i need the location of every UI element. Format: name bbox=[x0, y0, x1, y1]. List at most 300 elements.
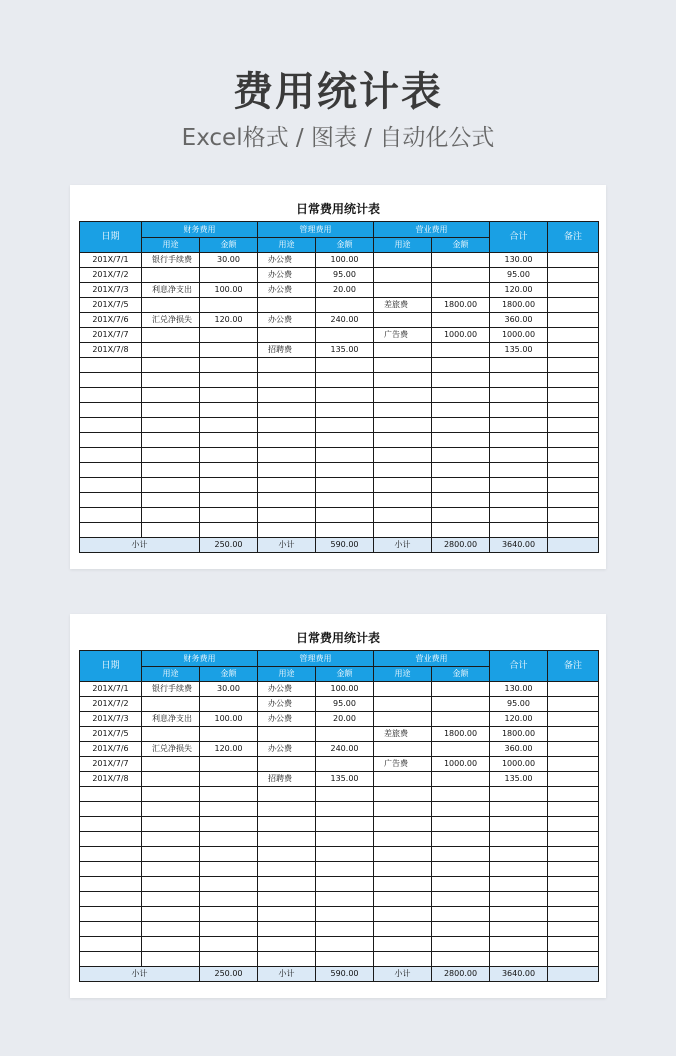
empty-cell[interactable] bbox=[142, 922, 200, 937]
sales-purpose-cell[interactable] bbox=[374, 313, 432, 328]
empty-cell[interactable] bbox=[80, 493, 142, 508]
management-purpose-cell[interactable]: 办公费 bbox=[258, 712, 316, 727]
empty-cell[interactable] bbox=[374, 493, 432, 508]
empty-cell[interactable] bbox=[258, 787, 316, 802]
sales-amount-cell[interactable] bbox=[432, 283, 490, 298]
remark-cell[interactable] bbox=[548, 343, 599, 358]
empty-cell[interactable] bbox=[548, 478, 599, 493]
sales-purpose-cell[interactable] bbox=[374, 697, 432, 712]
empty-cell[interactable] bbox=[374, 817, 432, 832]
empty-cell[interactable] bbox=[432, 877, 490, 892]
management-purpose-cell[interactable] bbox=[258, 757, 316, 772]
sales-purpose-cell[interactable] bbox=[374, 283, 432, 298]
finance-purpose-cell[interactable]: 汇兑净损失 bbox=[142, 313, 200, 328]
finance-subtotal[interactable]: 250.00 bbox=[200, 967, 258, 982]
finance-purpose-cell[interactable] bbox=[142, 727, 200, 742]
empty-cell[interactable] bbox=[316, 937, 374, 952]
empty-cell[interactable] bbox=[374, 433, 432, 448]
empty-cell[interactable] bbox=[490, 907, 548, 922]
empty-cell[interactable] bbox=[432, 787, 490, 802]
empty-cell[interactable] bbox=[200, 952, 258, 967]
empty-cell[interactable] bbox=[258, 922, 316, 937]
empty-cell[interactable] bbox=[432, 373, 490, 388]
empty-cell[interactable] bbox=[316, 952, 374, 967]
date-cell[interactable]: 201X/7/8 bbox=[80, 772, 142, 787]
empty-cell[interactable] bbox=[142, 358, 200, 373]
total-cell[interactable]: 1000.00 bbox=[490, 757, 548, 772]
empty-cell[interactable] bbox=[142, 418, 200, 433]
empty-cell[interactable] bbox=[316, 817, 374, 832]
empty-cell[interactable] bbox=[316, 892, 374, 907]
finance-purpose-cell[interactable]: 银行手续费 bbox=[142, 253, 200, 268]
empty-cell[interactable] bbox=[200, 862, 258, 877]
date-cell[interactable]: 201X/7/6 bbox=[80, 742, 142, 757]
grand-total[interactable]: 3640.00 bbox=[490, 967, 548, 982]
empty-cell[interactable] bbox=[80, 358, 142, 373]
empty-cell[interactable] bbox=[490, 937, 548, 952]
empty-cell[interactable] bbox=[374, 478, 432, 493]
empty-cell[interactable] bbox=[374, 523, 432, 538]
empty-cell[interactable] bbox=[142, 448, 200, 463]
sales-amount-cell[interactable]: 1800.00 bbox=[432, 727, 490, 742]
empty-cell[interactable] bbox=[80, 418, 142, 433]
empty-cell[interactable] bbox=[142, 388, 200, 403]
empty-cell[interactable] bbox=[548, 877, 599, 892]
sales-amount-cell[interactable] bbox=[432, 742, 490, 757]
empty-cell[interactable] bbox=[374, 832, 432, 847]
management-purpose-cell[interactable]: 办公费 bbox=[258, 313, 316, 328]
empty-cell[interactable] bbox=[316, 877, 374, 892]
empty-cell[interactable] bbox=[432, 508, 490, 523]
empty-cell[interactable] bbox=[548, 523, 599, 538]
empty-cell[interactable] bbox=[80, 817, 142, 832]
finance-amount-cell[interactable] bbox=[200, 328, 258, 343]
total-cell[interactable]: 130.00 bbox=[490, 253, 548, 268]
empty-cell[interactable] bbox=[432, 922, 490, 937]
empty-cell[interactable] bbox=[432, 388, 490, 403]
finance-amount-cell[interactable] bbox=[200, 268, 258, 283]
empty-cell[interactable] bbox=[316, 493, 374, 508]
empty-cell[interactable] bbox=[258, 832, 316, 847]
management-amount-cell[interactable]: 135.00 bbox=[316, 343, 374, 358]
total-cell[interactable]: 120.00 bbox=[490, 712, 548, 727]
empty-cell[interactable] bbox=[200, 802, 258, 817]
empty-cell[interactable] bbox=[200, 787, 258, 802]
management-amount-cell[interactable]: 95.00 bbox=[316, 268, 374, 283]
empty-cell[interactable] bbox=[316, 787, 374, 802]
empty-cell[interactable] bbox=[374, 877, 432, 892]
sales-amount-cell[interactable] bbox=[432, 697, 490, 712]
date-cell[interactable]: 201X/7/1 bbox=[80, 253, 142, 268]
empty-cell[interactable] bbox=[490, 358, 548, 373]
empty-cell[interactable] bbox=[200, 478, 258, 493]
empty-cell[interactable] bbox=[490, 787, 548, 802]
date-cell[interactable]: 201X/7/2 bbox=[80, 697, 142, 712]
management-amount-cell[interactable] bbox=[316, 757, 374, 772]
empty-cell[interactable] bbox=[548, 403, 599, 418]
empty-cell[interactable] bbox=[142, 832, 200, 847]
management-subtotal[interactable]: 590.00 bbox=[316, 967, 374, 982]
sales-amount-cell[interactable]: 1000.00 bbox=[432, 328, 490, 343]
empty-cell[interactable] bbox=[80, 508, 142, 523]
sales-amount-cell[interactable] bbox=[432, 253, 490, 268]
empty-cell[interactable] bbox=[432, 832, 490, 847]
empty-cell[interactable] bbox=[548, 817, 599, 832]
date-cell[interactable]: 201X/7/7 bbox=[80, 328, 142, 343]
empty-cell[interactable] bbox=[490, 847, 548, 862]
finance-purpose-cell[interactable] bbox=[142, 772, 200, 787]
empty-cell[interactable] bbox=[548, 433, 599, 448]
finance-amount-cell[interactable]: 30.00 bbox=[200, 253, 258, 268]
empty-cell[interactable] bbox=[80, 403, 142, 418]
empty-cell[interactable] bbox=[490, 418, 548, 433]
empty-cell[interactable] bbox=[200, 847, 258, 862]
empty-cell[interactable] bbox=[200, 937, 258, 952]
total-cell[interactable]: 130.00 bbox=[490, 682, 548, 697]
empty-cell[interactable] bbox=[200, 907, 258, 922]
finance-purpose-cell[interactable]: 利息净支出 bbox=[142, 712, 200, 727]
total-cell[interactable]: 1000.00 bbox=[490, 328, 548, 343]
date-cell[interactable]: 201X/7/7 bbox=[80, 757, 142, 772]
empty-cell[interactable] bbox=[316, 388, 374, 403]
date-cell[interactable]: 201X/7/3 bbox=[80, 712, 142, 727]
empty-cell[interactable] bbox=[258, 403, 316, 418]
empty-cell[interactable] bbox=[548, 463, 599, 478]
empty-cell[interactable] bbox=[142, 802, 200, 817]
empty-cell[interactable] bbox=[374, 937, 432, 952]
remark-cell[interactable] bbox=[548, 697, 599, 712]
empty-cell[interactable] bbox=[142, 892, 200, 907]
empty-cell[interactable] bbox=[374, 403, 432, 418]
empty-cell[interactable] bbox=[80, 433, 142, 448]
empty-cell[interactable] bbox=[200, 388, 258, 403]
total-cell[interactable]: 120.00 bbox=[490, 283, 548, 298]
empty-cell[interactable] bbox=[374, 907, 432, 922]
empty-cell[interactable] bbox=[200, 922, 258, 937]
empty-cell[interactable] bbox=[80, 907, 142, 922]
management-amount-cell[interactable] bbox=[316, 328, 374, 343]
total-cell[interactable]: 1800.00 bbox=[490, 727, 548, 742]
empty-cell[interactable] bbox=[432, 448, 490, 463]
total-cell[interactable]: 360.00 bbox=[490, 742, 548, 757]
remark-cell[interactable] bbox=[548, 712, 599, 727]
sales-purpose-cell[interactable]: 广告费 bbox=[374, 328, 432, 343]
management-amount-cell[interactable]: 135.00 bbox=[316, 772, 374, 787]
sales-purpose-cell[interactable] bbox=[374, 772, 432, 787]
empty-cell[interactable] bbox=[490, 832, 548, 847]
empty-cell[interactable] bbox=[200, 463, 258, 478]
management-purpose-cell[interactable]: 招聘费 bbox=[258, 772, 316, 787]
empty-cell[interactable] bbox=[200, 373, 258, 388]
empty-cell[interactable] bbox=[432, 478, 490, 493]
date-cell[interactable]: 201X/7/1 bbox=[80, 682, 142, 697]
empty-cell[interactable] bbox=[316, 508, 374, 523]
finance-amount-cell[interactable]: 30.00 bbox=[200, 682, 258, 697]
empty-cell[interactable] bbox=[490, 922, 548, 937]
empty-cell[interactable] bbox=[548, 832, 599, 847]
empty-cell[interactable] bbox=[258, 802, 316, 817]
empty-cell[interactable] bbox=[258, 373, 316, 388]
empty-cell[interactable] bbox=[142, 493, 200, 508]
empty-cell[interactable] bbox=[432, 952, 490, 967]
empty-cell[interactable] bbox=[258, 937, 316, 952]
sales-purpose-cell[interactable] bbox=[374, 682, 432, 697]
empty-cell[interactable] bbox=[258, 388, 316, 403]
empty-cell[interactable] bbox=[490, 448, 548, 463]
date-cell[interactable]: 201X/7/5 bbox=[80, 727, 142, 742]
management-amount-cell[interactable]: 240.00 bbox=[316, 742, 374, 757]
empty-cell[interactable] bbox=[316, 418, 374, 433]
empty-cell[interactable] bbox=[432, 403, 490, 418]
empty-cell[interactable] bbox=[258, 523, 316, 538]
empty-cell[interactable] bbox=[142, 478, 200, 493]
sales-amount-cell[interactable] bbox=[432, 268, 490, 283]
management-purpose-cell[interactable] bbox=[258, 298, 316, 313]
finance-purpose-cell[interactable] bbox=[142, 343, 200, 358]
sales-amount-cell[interactable] bbox=[432, 682, 490, 697]
finance-amount-cell[interactable]: 120.00 bbox=[200, 742, 258, 757]
empty-cell[interactable] bbox=[80, 787, 142, 802]
sales-purpose-cell[interactable] bbox=[374, 268, 432, 283]
empty-cell[interactable] bbox=[200, 418, 258, 433]
empty-cell[interactable] bbox=[548, 907, 599, 922]
empty-cell[interactable] bbox=[80, 862, 142, 877]
management-purpose-cell[interactable]: 办公费 bbox=[258, 742, 316, 757]
empty-cell[interactable] bbox=[200, 877, 258, 892]
empty-cell[interactable] bbox=[490, 952, 548, 967]
sales-amount-cell[interactable] bbox=[432, 343, 490, 358]
sales-purpose-cell[interactable]: 广告费 bbox=[374, 757, 432, 772]
empty-cell[interactable] bbox=[80, 922, 142, 937]
empty-cell[interactable] bbox=[258, 847, 316, 862]
sales-amount-cell[interactable] bbox=[432, 712, 490, 727]
empty-cell[interactable] bbox=[548, 862, 599, 877]
empty-cell[interactable] bbox=[200, 817, 258, 832]
empty-cell[interactable] bbox=[432, 907, 490, 922]
empty-cell[interactable] bbox=[432, 433, 490, 448]
empty-cell[interactable] bbox=[258, 478, 316, 493]
management-purpose-cell[interactable]: 办公费 bbox=[258, 283, 316, 298]
empty-cell[interactable] bbox=[432, 937, 490, 952]
empty-cell[interactable] bbox=[490, 802, 548, 817]
empty-cell[interactable] bbox=[548, 922, 599, 937]
management-purpose-cell[interactable] bbox=[258, 727, 316, 742]
empty-cell[interactable] bbox=[490, 508, 548, 523]
management-amount-cell[interactable] bbox=[316, 727, 374, 742]
empty-cell[interactable] bbox=[316, 523, 374, 538]
grand-total[interactable]: 3640.00 bbox=[490, 538, 548, 553]
empty-cell[interactable] bbox=[490, 892, 548, 907]
empty-cell[interactable] bbox=[548, 508, 599, 523]
empty-cell[interactable] bbox=[80, 802, 142, 817]
finance-purpose-cell[interactable] bbox=[142, 697, 200, 712]
finance-purpose-cell[interactable]: 利息净支出 bbox=[142, 283, 200, 298]
empty-cell[interactable] bbox=[548, 373, 599, 388]
empty-cell[interactable] bbox=[316, 832, 374, 847]
empty-cell[interactable] bbox=[258, 493, 316, 508]
sales-purpose-cell[interactable]: 差旅费 bbox=[374, 298, 432, 313]
empty-cell[interactable] bbox=[200, 403, 258, 418]
finance-amount-cell[interactable] bbox=[200, 757, 258, 772]
total-cell[interactable]: 95.00 bbox=[490, 697, 548, 712]
management-purpose-cell[interactable]: 招聘费 bbox=[258, 343, 316, 358]
empty-cell[interactable] bbox=[490, 523, 548, 538]
empty-cell[interactable] bbox=[258, 907, 316, 922]
empty-cell[interactable] bbox=[142, 862, 200, 877]
empty-cell[interactable] bbox=[374, 388, 432, 403]
empty-cell[interactable] bbox=[490, 817, 548, 832]
remark-cell[interactable] bbox=[548, 298, 599, 313]
empty-cell[interactable] bbox=[432, 523, 490, 538]
empty-cell[interactable] bbox=[374, 862, 432, 877]
empty-cell[interactable] bbox=[80, 478, 142, 493]
empty-cell[interactable] bbox=[374, 373, 432, 388]
empty-cell[interactable] bbox=[548, 802, 599, 817]
sales-amount-cell[interactable] bbox=[432, 772, 490, 787]
empty-cell[interactable] bbox=[548, 448, 599, 463]
total-cell[interactable]: 135.00 bbox=[490, 343, 548, 358]
sales-purpose-cell[interactable] bbox=[374, 253, 432, 268]
empty-cell[interactable] bbox=[548, 418, 599, 433]
empty-cell[interactable] bbox=[142, 463, 200, 478]
remark-cell[interactable] bbox=[548, 283, 599, 298]
empty-cell[interactable] bbox=[490, 862, 548, 877]
empty-cell[interactable] bbox=[258, 862, 316, 877]
management-amount-cell[interactable]: 100.00 bbox=[316, 682, 374, 697]
date-cell[interactable]: 201X/7/2 bbox=[80, 268, 142, 283]
empty-cell[interactable] bbox=[316, 478, 374, 493]
empty-cell[interactable] bbox=[80, 463, 142, 478]
finance-purpose-cell[interactable]: 银行手续费 bbox=[142, 682, 200, 697]
remark-cell[interactable] bbox=[548, 538, 599, 553]
empty-cell[interactable] bbox=[548, 952, 599, 967]
empty-cell[interactable] bbox=[490, 433, 548, 448]
remark-cell[interactable] bbox=[548, 727, 599, 742]
empty-cell[interactable] bbox=[142, 403, 200, 418]
management-amount-cell[interactable]: 20.00 bbox=[316, 283, 374, 298]
empty-cell[interactable] bbox=[142, 952, 200, 967]
empty-cell[interactable] bbox=[258, 358, 316, 373]
empty-cell[interactable] bbox=[490, 463, 548, 478]
empty-cell[interactable] bbox=[200, 892, 258, 907]
finance-subtotal[interactable]: 250.00 bbox=[200, 538, 258, 553]
sales-amount-cell[interactable]: 1800.00 bbox=[432, 298, 490, 313]
empty-cell[interactable] bbox=[316, 862, 374, 877]
total-cell[interactable]: 1800.00 bbox=[490, 298, 548, 313]
empty-cell[interactable] bbox=[80, 832, 142, 847]
finance-purpose-cell[interactable] bbox=[142, 268, 200, 283]
finance-amount-cell[interactable] bbox=[200, 772, 258, 787]
empty-cell[interactable] bbox=[316, 448, 374, 463]
sales-purpose-cell[interactable]: 差旅费 bbox=[374, 727, 432, 742]
empty-cell[interactable] bbox=[80, 448, 142, 463]
empty-cell[interactable] bbox=[142, 373, 200, 388]
management-subtotal[interactable]: 590.00 bbox=[316, 538, 374, 553]
empty-cell[interactable] bbox=[374, 922, 432, 937]
empty-cell[interactable] bbox=[374, 418, 432, 433]
empty-cell[interactable] bbox=[490, 493, 548, 508]
empty-cell[interactable] bbox=[316, 907, 374, 922]
empty-cell[interactable] bbox=[258, 817, 316, 832]
empty-cell[interactable] bbox=[258, 418, 316, 433]
remark-cell[interactable] bbox=[548, 682, 599, 697]
empty-cell[interactable] bbox=[374, 802, 432, 817]
empty-cell[interactable] bbox=[80, 388, 142, 403]
date-cell[interactable]: 201X/7/6 bbox=[80, 313, 142, 328]
empty-cell[interactable] bbox=[142, 787, 200, 802]
management-amount-cell[interactable]: 95.00 bbox=[316, 697, 374, 712]
empty-cell[interactable] bbox=[548, 787, 599, 802]
remark-cell[interactable] bbox=[548, 268, 599, 283]
empty-cell[interactable] bbox=[142, 937, 200, 952]
remark-cell[interactable] bbox=[548, 742, 599, 757]
empty-cell[interactable] bbox=[258, 448, 316, 463]
empty-cell[interactable] bbox=[548, 493, 599, 508]
empty-cell[interactable] bbox=[142, 508, 200, 523]
remark-cell[interactable] bbox=[548, 967, 599, 982]
empty-cell[interactable] bbox=[80, 523, 142, 538]
empty-cell[interactable] bbox=[258, 892, 316, 907]
finance-purpose-cell[interactable] bbox=[142, 328, 200, 343]
empty-cell[interactable] bbox=[432, 802, 490, 817]
remark-cell[interactable] bbox=[548, 772, 599, 787]
empty-cell[interactable] bbox=[80, 373, 142, 388]
empty-cell[interactable] bbox=[490, 478, 548, 493]
empty-cell[interactable] bbox=[548, 847, 599, 862]
finance-purpose-cell[interactable]: 汇兑净损失 bbox=[142, 742, 200, 757]
empty-cell[interactable] bbox=[316, 373, 374, 388]
empty-cell[interactable] bbox=[548, 892, 599, 907]
date-cell[interactable]: 201X/7/8 bbox=[80, 343, 142, 358]
empty-cell[interactable] bbox=[316, 847, 374, 862]
empty-cell[interactable] bbox=[142, 433, 200, 448]
finance-amount-cell[interactable]: 100.00 bbox=[200, 283, 258, 298]
empty-cell[interactable] bbox=[432, 463, 490, 478]
empty-cell[interactable] bbox=[316, 433, 374, 448]
remark-cell[interactable] bbox=[548, 757, 599, 772]
empty-cell[interactable] bbox=[80, 937, 142, 952]
remark-cell[interactable] bbox=[548, 313, 599, 328]
management-purpose-cell[interactable]: 办公费 bbox=[258, 253, 316, 268]
empty-cell[interactable] bbox=[374, 787, 432, 802]
sales-purpose-cell[interactable] bbox=[374, 712, 432, 727]
empty-cell[interactable] bbox=[490, 373, 548, 388]
date-cell[interactable]: 201X/7/3 bbox=[80, 283, 142, 298]
management-amount-cell[interactable]: 240.00 bbox=[316, 313, 374, 328]
sales-subtotal[interactable]: 2800.00 bbox=[432, 538, 490, 553]
empty-cell[interactable] bbox=[258, 952, 316, 967]
empty-cell[interactable] bbox=[374, 448, 432, 463]
empty-cell[interactable] bbox=[374, 508, 432, 523]
empty-cell[interactable] bbox=[490, 877, 548, 892]
empty-cell[interactable] bbox=[548, 358, 599, 373]
empty-cell[interactable] bbox=[432, 418, 490, 433]
empty-cell[interactable] bbox=[316, 403, 374, 418]
empty-cell[interactable] bbox=[316, 802, 374, 817]
management-amount-cell[interactable]: 20.00 bbox=[316, 712, 374, 727]
empty-cell[interactable] bbox=[432, 847, 490, 862]
sales-amount-cell[interactable] bbox=[432, 313, 490, 328]
management-purpose-cell[interactable]: 办公费 bbox=[258, 697, 316, 712]
empty-cell[interactable] bbox=[200, 433, 258, 448]
empty-cell[interactable] bbox=[490, 388, 548, 403]
date-cell[interactable]: 201X/7/5 bbox=[80, 298, 142, 313]
empty-cell[interactable] bbox=[200, 523, 258, 538]
empty-cell[interactable] bbox=[80, 877, 142, 892]
empty-cell[interactable] bbox=[316, 922, 374, 937]
empty-cell[interactable] bbox=[80, 952, 142, 967]
finance-amount-cell[interactable]: 100.00 bbox=[200, 712, 258, 727]
